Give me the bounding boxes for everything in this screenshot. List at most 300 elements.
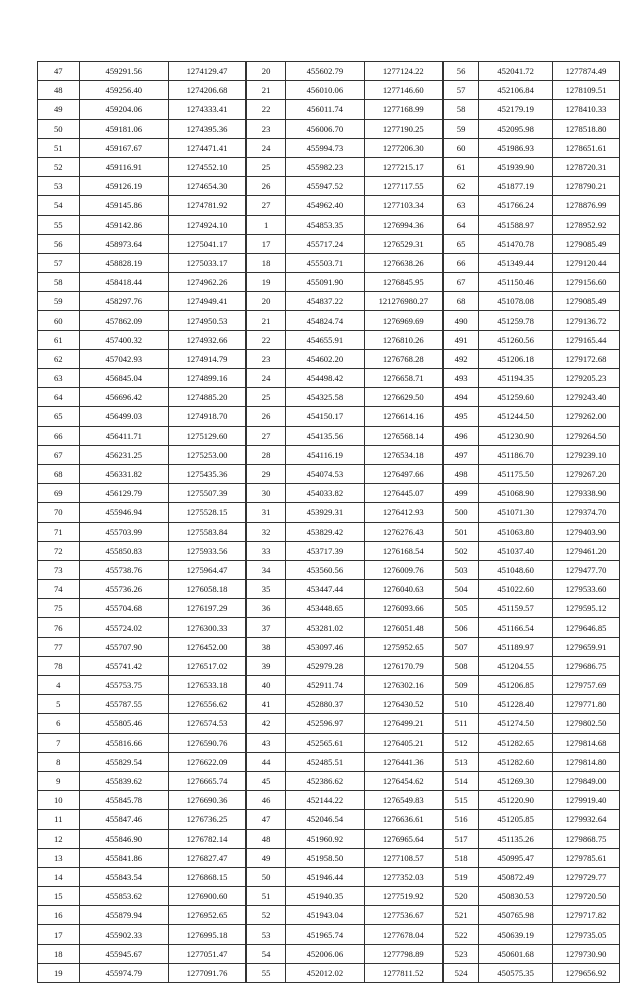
y-coordinate-cell: 1276300.33 xyxy=(169,618,246,637)
x-coordinate-cell: 453717.39 xyxy=(286,541,364,560)
y-coordinate-cell: 1276051.48 xyxy=(364,618,442,637)
table-row xyxy=(247,541,443,560)
table-row xyxy=(38,62,246,81)
point-number-cell: 59 xyxy=(38,292,80,311)
point-number-cell: 19 xyxy=(38,963,80,982)
x-coordinate-cell: 451068.90 xyxy=(479,484,553,503)
x-coordinate-cell: 455753.75 xyxy=(79,676,168,695)
y-coordinate-cell: 1276845.95 xyxy=(364,273,442,292)
y-coordinate-cell: 1279262.00 xyxy=(553,407,620,426)
point-number-cell: 68 xyxy=(444,292,479,311)
table-row xyxy=(247,215,443,234)
point-number-cell: 521 xyxy=(444,906,479,925)
x-coordinate-cell: 452179.19 xyxy=(479,100,553,119)
point-number-cell: 1 xyxy=(247,215,286,234)
table-row xyxy=(247,906,443,925)
point-number-cell: 42 xyxy=(247,714,286,733)
point-number-cell: 21 xyxy=(247,311,286,330)
point-number-cell: 502 xyxy=(444,541,479,560)
y-coordinate-cell: 1275933.56 xyxy=(169,541,246,560)
point-number-cell: 46 xyxy=(247,791,286,810)
x-coordinate-cell: 455879.94 xyxy=(79,906,168,925)
y-coordinate-cell: 1276276.43 xyxy=(364,522,442,541)
x-coordinate-cell: 451282.65 xyxy=(479,733,553,752)
point-number-cell: 520 xyxy=(444,887,479,906)
point-number-cell: 10 xyxy=(38,791,80,810)
table-row xyxy=(247,829,443,848)
x-coordinate-cell: 456331.82 xyxy=(79,464,168,483)
coordinate-table-body xyxy=(444,62,620,983)
point-number-cell: 17 xyxy=(38,925,80,944)
y-coordinate-cell: 1279919.40 xyxy=(553,791,620,810)
point-number-cell: 23 xyxy=(247,349,286,368)
table-row xyxy=(444,426,620,445)
y-coordinate-cell: 1276452.00 xyxy=(169,637,246,656)
table-row xyxy=(444,656,620,675)
x-coordinate-cell: 451470.78 xyxy=(479,234,553,253)
y-coordinate-cell: 1275041.17 xyxy=(169,234,246,253)
x-coordinate-cell: 455503.71 xyxy=(286,253,364,272)
y-coordinate-cell: 1276497.66 xyxy=(364,464,442,483)
y-coordinate-cell: 1279085.49 xyxy=(553,234,620,253)
point-number-cell: 20 xyxy=(247,292,286,311)
table-row xyxy=(444,618,620,637)
point-number-cell: 54 xyxy=(247,944,286,963)
x-coordinate-cell: 455850.83 xyxy=(79,541,168,560)
y-coordinate-cell: 1274206.68 xyxy=(169,81,246,100)
table-row xyxy=(444,963,620,982)
y-coordinate-cell: 1276810.26 xyxy=(364,330,442,349)
y-coordinate-cell: 1274781.92 xyxy=(169,196,246,215)
point-number-cell: 15 xyxy=(38,887,80,906)
table-row xyxy=(38,138,246,157)
point-number-cell: 512 xyxy=(444,733,479,752)
y-coordinate-cell: 1276629.50 xyxy=(364,388,442,407)
point-number-cell: 62 xyxy=(444,177,479,196)
table-row xyxy=(247,676,443,695)
table-row xyxy=(38,100,246,119)
point-number-cell: 62 xyxy=(38,349,80,368)
y-coordinate-cell: 1276969.69 xyxy=(364,311,442,330)
y-coordinate-cell: 1274333.41 xyxy=(169,100,246,119)
y-coordinate-cell: 1275253.00 xyxy=(169,445,246,464)
x-coordinate-cell: 454655.91 xyxy=(286,330,364,349)
table-row xyxy=(38,925,246,944)
x-coordinate-cell: 450639.19 xyxy=(479,925,553,944)
y-coordinate-cell: 1279338.90 xyxy=(553,484,620,503)
x-coordinate-cell: 451228.40 xyxy=(479,695,553,714)
table-row xyxy=(444,253,620,272)
y-coordinate-cell: 1276517.02 xyxy=(169,656,246,675)
point-number-cell: 74 xyxy=(38,580,80,599)
y-coordinate-cell: 1277124.22 xyxy=(364,62,442,81)
x-coordinate-cell: 456411.71 xyxy=(79,426,168,445)
x-coordinate-cell: 452006.06 xyxy=(286,944,364,963)
table-row xyxy=(38,369,246,388)
y-coordinate-cell: 1275033.17 xyxy=(169,253,246,272)
x-coordinate-cell: 451159.57 xyxy=(479,599,553,618)
table-row xyxy=(444,714,620,733)
table-row xyxy=(38,330,246,349)
table-row xyxy=(444,119,620,138)
x-coordinate-cell: 451588.97 xyxy=(479,215,553,234)
table-row xyxy=(38,618,246,637)
x-coordinate-cell: 456231.25 xyxy=(79,445,168,464)
x-coordinate-cell: 455805.46 xyxy=(79,714,168,733)
table-row xyxy=(247,196,443,215)
point-number-cell: 33 xyxy=(247,541,286,560)
point-number-cell: 66 xyxy=(38,426,80,445)
point-number-cell: 491 xyxy=(444,330,479,349)
y-coordinate-cell: 1276574.53 xyxy=(169,714,246,733)
table-row xyxy=(444,157,620,176)
table-row xyxy=(444,695,620,714)
y-coordinate-cell: 1279729.77 xyxy=(553,867,620,886)
table-row xyxy=(38,215,246,234)
x-coordinate-cell: 455717.24 xyxy=(286,234,364,253)
x-coordinate-cell: 455847.46 xyxy=(79,810,168,829)
point-number-cell: 56 xyxy=(444,62,479,81)
y-coordinate-cell: 1279932.64 xyxy=(553,810,620,829)
y-coordinate-cell: 1279849.00 xyxy=(553,771,620,790)
y-coordinate-cell: 1275507.39 xyxy=(169,484,246,503)
table-row xyxy=(247,330,443,349)
point-number-cell: 29 xyxy=(247,464,286,483)
point-number-cell: 507 xyxy=(444,637,479,656)
x-coordinate-cell: 452880.37 xyxy=(286,695,364,714)
y-coordinate-cell: 1279477.70 xyxy=(553,560,620,579)
x-coordinate-cell: 452386.62 xyxy=(286,771,364,790)
x-coordinate-cell: 451063.80 xyxy=(479,522,553,541)
point-number-cell: 25 xyxy=(247,388,286,407)
point-number-cell: 16 xyxy=(38,906,80,925)
table-row xyxy=(247,963,443,982)
y-coordinate-cell: 1277190.25 xyxy=(364,119,442,138)
coordinate-table-middle xyxy=(246,61,443,983)
x-coordinate-cell: 455982.23 xyxy=(286,157,364,176)
point-number-cell: 45 xyxy=(247,771,286,790)
x-coordinate-cell: 451220.90 xyxy=(479,791,553,810)
y-coordinate-cell: 1276499.21 xyxy=(364,714,442,733)
table-row xyxy=(38,906,246,925)
table-row xyxy=(247,867,443,886)
table-row xyxy=(38,599,246,618)
x-coordinate-cell: 451986.93 xyxy=(479,138,553,157)
point-number-cell: 52 xyxy=(38,157,80,176)
x-coordinate-cell: 458297.76 xyxy=(79,292,168,311)
table-row xyxy=(247,349,443,368)
x-coordinate-cell: 459126.19 xyxy=(79,177,168,196)
x-coordinate-cell: 457400.32 xyxy=(79,330,168,349)
x-coordinate-cell: 458418.44 xyxy=(79,273,168,292)
table-row xyxy=(38,887,246,906)
table-row xyxy=(38,349,246,368)
table-row xyxy=(444,810,620,829)
table-row xyxy=(38,541,246,560)
y-coordinate-cell: 1276868.15 xyxy=(169,867,246,886)
x-coordinate-cell: 458828.19 xyxy=(79,253,168,272)
y-coordinate-cell: 1279461.20 xyxy=(553,541,620,560)
point-number-cell: 34 xyxy=(247,560,286,579)
point-number-cell: 9 xyxy=(38,771,80,790)
table-row xyxy=(38,196,246,215)
x-coordinate-cell: 453447.44 xyxy=(286,580,364,599)
x-coordinate-cell: 451048.60 xyxy=(479,560,553,579)
x-coordinate-cell: 455841.86 xyxy=(79,848,168,867)
table-row xyxy=(444,599,620,618)
point-number-cell: 54 xyxy=(38,196,80,215)
point-number-cell: 4 xyxy=(38,676,80,695)
table-row xyxy=(38,522,246,541)
table-row xyxy=(444,848,620,867)
x-coordinate-cell: 459181.06 xyxy=(79,119,168,138)
table-row xyxy=(444,62,620,81)
table-row xyxy=(38,445,246,464)
x-coordinate-cell: 455091.90 xyxy=(286,273,364,292)
table-row xyxy=(444,560,620,579)
table-row xyxy=(247,445,443,464)
x-coordinate-cell: 454135.56 xyxy=(286,426,364,445)
point-number-cell: 490 xyxy=(444,311,479,330)
point-number-cell: 77 xyxy=(38,637,80,656)
point-number-cell: 44 xyxy=(247,752,286,771)
point-number-cell: 515 xyxy=(444,791,479,810)
x-coordinate-cell: 451175.50 xyxy=(479,464,553,483)
table-row xyxy=(38,944,246,963)
point-number-cell: 28 xyxy=(247,445,286,464)
point-number-cell: 55 xyxy=(38,215,80,234)
x-coordinate-cell: 455974.79 xyxy=(79,963,168,982)
point-number-cell: 59 xyxy=(444,119,479,138)
x-coordinate-cell: 456499.03 xyxy=(79,407,168,426)
x-coordinate-cell: 458973.64 xyxy=(79,234,168,253)
point-number-cell: 47 xyxy=(38,62,80,81)
point-number-cell: 51 xyxy=(247,887,286,906)
x-coordinate-cell: 455902.33 xyxy=(79,925,168,944)
point-number-cell: 495 xyxy=(444,407,479,426)
table-row xyxy=(444,906,620,925)
y-coordinate-cell: 1279165.44 xyxy=(553,330,620,349)
x-coordinate-cell: 451186.70 xyxy=(479,445,553,464)
x-coordinate-cell: 451078.08 xyxy=(479,292,553,311)
table-row xyxy=(444,388,620,407)
x-coordinate-cell: 451022.60 xyxy=(479,580,553,599)
point-number-cell: 31 xyxy=(247,503,286,522)
y-coordinate-cell: 1276827.47 xyxy=(169,848,246,867)
point-number-cell: 508 xyxy=(444,656,479,675)
point-number-cell: 11 xyxy=(38,810,80,829)
table-row xyxy=(247,119,443,138)
table-row xyxy=(247,388,443,407)
point-number-cell: 513 xyxy=(444,752,479,771)
x-coordinate-cell: 455703.99 xyxy=(79,522,168,541)
point-number-cell: 64 xyxy=(444,215,479,234)
point-number-cell: 36 xyxy=(247,599,286,618)
table-row xyxy=(247,810,443,829)
x-coordinate-cell: 451260.56 xyxy=(479,330,553,349)
point-number-cell: 55 xyxy=(247,963,286,982)
y-coordinate-cell: 1274924.10 xyxy=(169,215,246,234)
point-number-cell: 494 xyxy=(444,388,479,407)
x-coordinate-cell: 450995.47 xyxy=(479,848,553,867)
point-number-cell: 72 xyxy=(38,541,80,560)
table-row xyxy=(444,752,620,771)
y-coordinate-cell: 1279085.49 xyxy=(553,292,620,311)
y-coordinate-cell: 1276168.54 xyxy=(364,541,442,560)
point-number-cell: 57 xyxy=(444,81,479,100)
y-coordinate-cell: 1279267.20 xyxy=(553,464,620,483)
table-row xyxy=(38,503,246,522)
table-row xyxy=(247,637,443,656)
x-coordinate-cell: 455602.79 xyxy=(286,62,364,81)
x-coordinate-cell: 451877.19 xyxy=(479,177,553,196)
table-row xyxy=(38,253,246,272)
y-coordinate-cell: 1279735.05 xyxy=(553,925,620,944)
point-number-cell: 53 xyxy=(38,177,80,196)
point-number-cell: 58 xyxy=(38,273,80,292)
x-coordinate-cell: 450601.68 xyxy=(479,944,553,963)
y-coordinate-cell: 1276529.31 xyxy=(364,234,442,253)
table-row xyxy=(247,522,443,541)
table-row xyxy=(38,867,246,886)
point-number-cell: 41 xyxy=(247,695,286,714)
x-coordinate-cell: 452911.74 xyxy=(286,676,364,695)
x-coordinate-cell: 450830.53 xyxy=(479,887,553,906)
table-row xyxy=(444,829,620,848)
x-coordinate-cell: 454962.40 xyxy=(286,196,364,215)
table-row xyxy=(444,407,620,426)
point-number-cell: 27 xyxy=(247,426,286,445)
y-coordinate-cell: 1278109.51 xyxy=(553,81,620,100)
table-row xyxy=(444,637,620,656)
x-coordinate-cell: 455736.26 xyxy=(79,580,168,599)
point-number-cell: 506 xyxy=(444,618,479,637)
table-row xyxy=(247,848,443,867)
y-coordinate-cell: 1279717.82 xyxy=(553,906,620,925)
point-number-cell: 24 xyxy=(247,369,286,388)
table-row xyxy=(247,733,443,752)
table-row xyxy=(247,253,443,272)
table-row xyxy=(38,676,246,695)
x-coordinate-cell: 455738.76 xyxy=(79,560,168,579)
x-coordinate-cell: 454498.42 xyxy=(286,369,364,388)
x-coordinate-cell: 451135.26 xyxy=(479,829,553,848)
point-number-cell: 78 xyxy=(38,656,80,675)
point-number-cell: 49 xyxy=(38,100,80,119)
point-number-cell: 73 xyxy=(38,560,80,579)
table-row xyxy=(247,273,443,292)
table-row xyxy=(444,925,620,944)
x-coordinate-cell: 452106.84 xyxy=(479,81,553,100)
x-coordinate-cell: 452979.28 xyxy=(286,656,364,675)
y-coordinate-cell: 1277352.03 xyxy=(364,867,442,886)
x-coordinate-cell: 455946.94 xyxy=(79,503,168,522)
table-row xyxy=(38,695,246,714)
table-row xyxy=(444,503,620,522)
y-coordinate-cell: 1279156.60 xyxy=(553,273,620,292)
x-coordinate-cell: 454116.19 xyxy=(286,445,364,464)
table-row xyxy=(247,599,443,618)
table-row xyxy=(247,560,443,579)
point-number-cell: 69 xyxy=(38,484,80,503)
table-row xyxy=(38,177,246,196)
table-row xyxy=(38,273,246,292)
x-coordinate-cell: 454602.20 xyxy=(286,349,364,368)
point-number-cell: 510 xyxy=(444,695,479,714)
table-row xyxy=(444,771,620,790)
point-number-cell: 70 xyxy=(38,503,80,522)
x-coordinate-cell: 456010.06 xyxy=(286,81,364,100)
y-coordinate-cell: 1279205.23 xyxy=(553,369,620,388)
y-coordinate-cell: 1279403.90 xyxy=(553,522,620,541)
table-row xyxy=(247,752,443,771)
x-coordinate-cell: 452565.61 xyxy=(286,733,364,752)
table-row xyxy=(247,234,443,253)
table-row xyxy=(247,771,443,790)
x-coordinate-cell: 451071.30 xyxy=(479,503,553,522)
point-number-cell: 49 xyxy=(247,848,286,867)
table-row xyxy=(247,503,443,522)
x-coordinate-cell: 451269.30 xyxy=(479,771,553,790)
y-coordinate-cell: 1276058.18 xyxy=(169,580,246,599)
point-number-cell: 523 xyxy=(444,944,479,963)
y-coordinate-cell: 1279136.72 xyxy=(553,311,620,330)
x-coordinate-cell: 457042.93 xyxy=(79,349,168,368)
x-coordinate-cell: 455947.52 xyxy=(286,177,364,196)
point-number-cell: 61 xyxy=(444,157,479,176)
point-number-cell: 75 xyxy=(38,599,80,618)
x-coordinate-cell: 455724.02 xyxy=(79,618,168,637)
table-row xyxy=(247,464,443,483)
point-number-cell: 50 xyxy=(38,119,80,138)
table-row xyxy=(247,714,443,733)
y-coordinate-cell: 1279656.92 xyxy=(553,963,620,982)
table-row xyxy=(38,637,246,656)
y-coordinate-cell: 1274129.47 xyxy=(169,62,246,81)
y-coordinate-cell: 1276454.62 xyxy=(364,771,442,790)
y-coordinate-cell: 1279374.70 xyxy=(553,503,620,522)
table-row xyxy=(38,848,246,867)
x-coordinate-cell: 451943.04 xyxy=(286,906,364,925)
point-number-cell: 67 xyxy=(444,273,479,292)
x-coordinate-cell: 453448.65 xyxy=(286,599,364,618)
x-coordinate-cell: 453097.46 xyxy=(286,637,364,656)
point-number-cell: 32 xyxy=(247,522,286,541)
point-number-cell: 40 xyxy=(247,676,286,695)
x-coordinate-cell: 454853.35 xyxy=(286,215,364,234)
y-coordinate-cell: 1277206.30 xyxy=(364,138,442,157)
point-number-cell: 61 xyxy=(38,330,80,349)
y-coordinate-cell: 1279659.91 xyxy=(553,637,620,656)
y-coordinate-cell: 1279720.50 xyxy=(553,887,620,906)
table-row xyxy=(38,714,246,733)
table-row xyxy=(444,177,620,196)
point-number-cell: 48 xyxy=(38,81,80,100)
table-row xyxy=(247,311,443,330)
point-number-cell: 21 xyxy=(247,81,286,100)
table-row xyxy=(444,541,620,560)
y-coordinate-cell: 1276614.16 xyxy=(364,407,442,426)
x-coordinate-cell: 450872.49 xyxy=(479,867,553,886)
y-coordinate-cell: 1278876.99 xyxy=(553,196,620,215)
y-coordinate-cell: 1276412.93 xyxy=(364,503,442,522)
y-coordinate-cell: 1277108.57 xyxy=(364,848,442,867)
y-coordinate-cell: 1277091.76 xyxy=(169,963,246,982)
y-coordinate-cell: 1275952.65 xyxy=(364,637,442,656)
y-coordinate-cell: 1279120.44 xyxy=(553,253,620,272)
point-number-cell: 522 xyxy=(444,925,479,944)
table-row xyxy=(247,944,443,963)
